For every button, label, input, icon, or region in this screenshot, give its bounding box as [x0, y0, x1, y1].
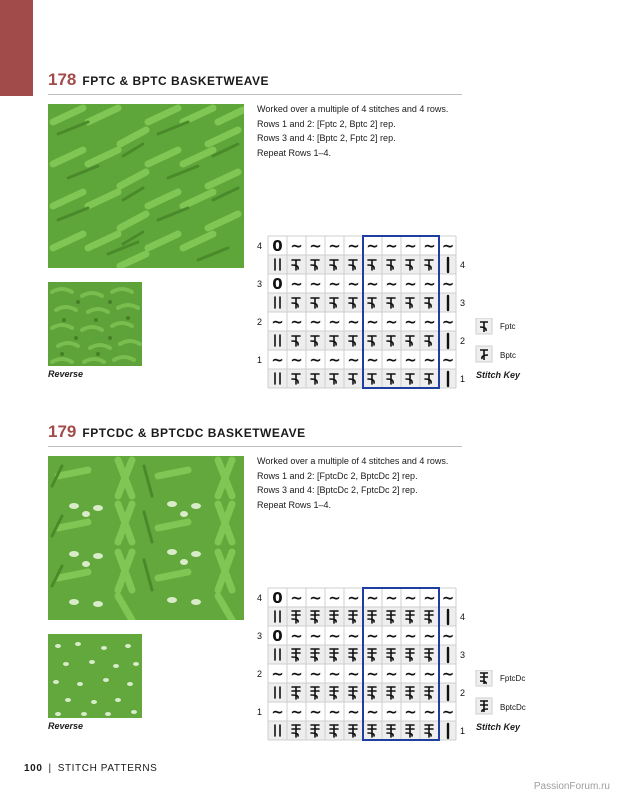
- svg-text:~: ~: [404, 351, 417, 369]
- svg-text:~: ~: [328, 703, 341, 721]
- svg-text:~: ~: [347, 589, 360, 607]
- svg-text:~: ~: [347, 351, 360, 369]
- row-number-right: 2: [460, 688, 466, 698]
- instruction-line: Rows 3 and 4: [BptcDc 2, FptcDc 2] rep.: [257, 485, 418, 495]
- swatch-photo: [48, 104, 244, 268]
- svg-text:~: ~: [423, 589, 436, 607]
- svg-text:~: ~: [441, 351, 455, 369]
- pattern-heading: [48, 422, 306, 442]
- svg-text:~: ~: [309, 351, 322, 369]
- svg-text:0: 0: [272, 275, 283, 293]
- svg-text:~: ~: [385, 627, 398, 645]
- swatch-photo: [48, 456, 244, 620]
- svg-text:~: ~: [385, 351, 398, 369]
- svg-text:~: ~: [385, 665, 398, 683]
- row-number-left: 4: [257, 241, 263, 251]
- svg-text:0: 0: [272, 627, 283, 645]
- reverse-label: Reverse: [48, 369, 84, 379]
- svg-text:~: ~: [290, 275, 303, 293]
- svg-text:~: ~: [347, 627, 360, 645]
- svg-text:~: ~: [366, 665, 379, 683]
- instruction-line: Repeat Rows 1–4.: [257, 499, 332, 510]
- pattern-heading: [48, 70, 269, 90]
- svg-text:~: ~: [366, 313, 379, 331]
- stitch-key-title: Stitch Key: [476, 722, 521, 732]
- svg-text:0: 0: [272, 589, 283, 607]
- heading-rule: [48, 446, 462, 447]
- svg-text:~: ~: [347, 703, 360, 721]
- svg-text:~: ~: [271, 313, 284, 331]
- svg-text:~: ~: [328, 237, 341, 255]
- footer-separator: |: [48, 763, 52, 774]
- page-corner-tab: [0, 0, 33, 96]
- svg-text:~: ~: [423, 275, 436, 293]
- svg-text:~: ~: [385, 703, 398, 721]
- svg-text:~: ~: [404, 313, 417, 331]
- svg-text:~: ~: [328, 589, 341, 607]
- svg-text:~: ~: [441, 275, 455, 293]
- svg-text:~: ~: [423, 313, 436, 331]
- svg-text:~: ~: [385, 275, 398, 293]
- pattern-number: 178: [48, 70, 77, 89]
- svg-text:~: ~: [385, 589, 398, 607]
- svg-text:~: ~: [404, 703, 417, 721]
- row-number-left: 3: [257, 279, 263, 289]
- svg-text:~: ~: [271, 665, 284, 683]
- svg-text:~: ~: [441, 237, 455, 255]
- svg-text:~: ~: [366, 627, 379, 645]
- svg-text:~: ~: [423, 237, 436, 255]
- svg-text:~: ~: [290, 627, 303, 645]
- stitch-key-title: Stitch Key: [476, 370, 521, 380]
- svg-text:~: ~: [328, 351, 341, 369]
- svg-text:~: ~: [290, 589, 303, 607]
- svg-text:~: ~: [290, 665, 303, 683]
- svg-text:~: ~: [347, 275, 360, 293]
- row-number-right: 4: [460, 260, 466, 270]
- stitch-chart: [254, 586, 470, 744]
- row-number-left: 2: [257, 669, 263, 679]
- svg-text:~: ~: [271, 703, 284, 721]
- reverse-label: Reverse: [48, 721, 84, 731]
- pattern-name: FPTC & BPTC BASKETWEAVE: [82, 74, 269, 88]
- row-number-right: 1: [460, 374, 466, 384]
- page-footer: [24, 763, 157, 774]
- svg-text:~: ~: [366, 703, 379, 721]
- fptc-symbol-icon: [476, 318, 492, 334]
- svg-text:~: ~: [404, 237, 417, 255]
- bptc-symbol-icon: [476, 346, 492, 362]
- svg-text:~: ~: [441, 313, 455, 331]
- svg-text:~: ~: [423, 351, 436, 369]
- svg-text:~: ~: [328, 275, 341, 293]
- svg-text:~: ~: [404, 275, 417, 293]
- svg-text:~: ~: [441, 665, 455, 683]
- reverse-swatch-photo: [48, 282, 142, 366]
- svg-text:~: ~: [290, 703, 303, 721]
- svg-text:~: ~: [366, 589, 379, 607]
- row-number-right: 2: [460, 336, 466, 346]
- svg-text:~: ~: [328, 313, 341, 331]
- row-number-left: 1: [257, 355, 263, 365]
- svg-text:~: ~: [423, 665, 436, 683]
- svg-text:~: ~: [423, 627, 436, 645]
- svg-text:~: ~: [290, 237, 303, 255]
- row-number-left: 4: [257, 593, 263, 603]
- pattern-instructions: [257, 102, 448, 160]
- key-label: Fptc: [500, 322, 516, 331]
- reverse-swatch-photo: [48, 634, 142, 718]
- svg-text:~: ~: [441, 703, 455, 721]
- svg-text:~: ~: [404, 665, 417, 683]
- svg-text:~: ~: [290, 351, 303, 369]
- key-label: FptcDc: [500, 674, 526, 683]
- svg-text:~: ~: [347, 313, 360, 331]
- svg-text:~: ~: [290, 313, 303, 331]
- svg-text:~: ~: [441, 627, 455, 645]
- row-number-left: 2: [257, 317, 263, 327]
- svg-text:~: ~: [309, 275, 322, 293]
- svg-text:~: ~: [366, 237, 379, 255]
- svg-text:~: ~: [271, 351, 284, 369]
- svg-text:~: ~: [385, 313, 398, 331]
- bptcdc-symbol-icon: [476, 698, 492, 714]
- svg-text:~: ~: [328, 627, 341, 645]
- svg-text:~: ~: [404, 627, 417, 645]
- svg-text:~: ~: [309, 703, 322, 721]
- row-number-right: 3: [460, 298, 466, 308]
- svg-text:~: ~: [366, 351, 379, 369]
- fptcdc-symbol-icon: [476, 670, 492, 686]
- instruction-line: Rows 1 and 2: [Fptc 2, Bptc 2] rep.: [257, 118, 396, 129]
- svg-text:~: ~: [309, 237, 322, 255]
- svg-text:~: ~: [366, 275, 379, 293]
- svg-text:~: ~: [441, 589, 455, 607]
- stitch-chart: [254, 234, 470, 392]
- svg-text:~: ~: [309, 589, 322, 607]
- svg-text:~: ~: [347, 665, 360, 683]
- svg-text:~: ~: [347, 237, 360, 255]
- key-label: Bptc: [500, 351, 517, 360]
- pattern-instructions: [257, 454, 448, 512]
- svg-text:~: ~: [404, 589, 417, 607]
- instruction-line: Rows 1 and 2: [FptcDc 2, BptcDc 2] rep.: [257, 470, 418, 481]
- heading-rule: [48, 94, 462, 95]
- instruction-line: Worked over a multiple of 4 stitches and 4 rows.: [257, 456, 449, 466]
- key-label: BptcDc: [500, 703, 526, 712]
- svg-text:~: ~: [423, 703, 436, 721]
- watermark: PassionForum.ru: [533, 781, 610, 792]
- instruction-line: Rows 3 and 4: [Bptc 2, Fptc 2] rep.: [257, 133, 396, 143]
- pattern-number: 179: [48, 422, 77, 441]
- instruction-line: Repeat Rows 1–4.: [257, 147, 332, 158]
- svg-text:~: ~: [309, 665, 322, 683]
- page-number: 100: [24, 763, 43, 774]
- svg-text:~: ~: [309, 313, 322, 331]
- svg-text:~: ~: [309, 627, 322, 645]
- pattern-name: FPTCDC & BPTCDC BASKETWEAVE: [82, 426, 306, 440]
- row-number-left: 1: [257, 707, 263, 717]
- instruction-line: Worked over a multiple of 4 stitches and 4 rows.: [257, 104, 449, 114]
- running-head: STITCH PATTERNS: [57, 763, 158, 774]
- svg-text:~: ~: [385, 237, 398, 255]
- svg-text:0: 0: [272, 237, 283, 255]
- row-number-left: 3: [257, 631, 263, 641]
- svg-text:~: ~: [328, 665, 341, 683]
- row-number-right: 1: [460, 726, 466, 736]
- row-number-right: 4: [460, 612, 466, 622]
- row-number-right: 3: [460, 650, 466, 660]
